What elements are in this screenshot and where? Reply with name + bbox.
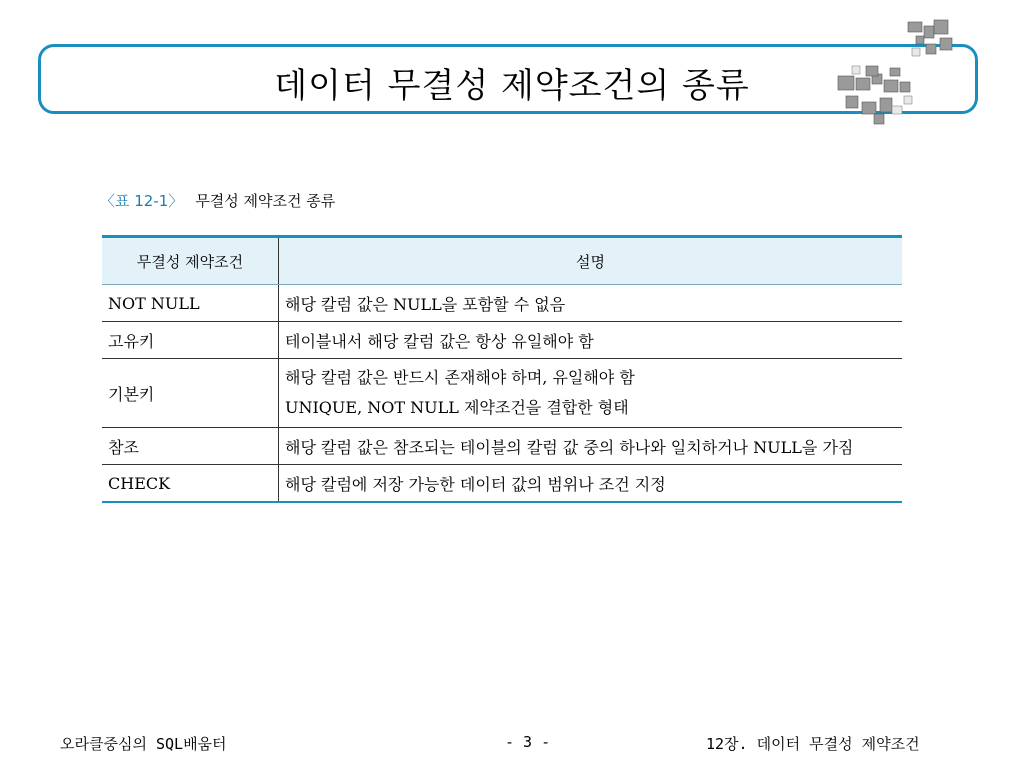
table-caption-number: 〈표 12-1〉 [100,192,184,210]
footer-book-title: 오라클중심의 SQL배움터 [60,735,227,753]
constraint-description [279,359,903,428]
table-row [102,465,902,503]
description-line: 해당 칼럼 값은 반드시 존재해야 하며, 유일해야 함 [285,368,635,387]
constraint-name: 고유키 [102,322,279,359]
table-caption [100,190,335,211]
constraint-description: 해당 칼럼에 저장 가능한 데이터 값의 범위나 조건 지정 [279,465,903,503]
description-line: UNIQUE, NOT NULL 제약조건을 결합한 형태 [285,398,629,417]
constraint-name: 기본키 [102,359,279,428]
slide-title: 데이터 무결성 제약조건의 종류 [274,66,750,106]
footer-chapter-title: 12장. 데이터 무결성 제약조건 [706,735,920,753]
constraints-table [102,235,902,503]
constraint-description: 해당 칼럼 값은 참조되는 테이블의 칼럼 값 중의 하나와 일치하거나 NULL을 가짐 [279,428,903,465]
constraint-description: 해당 칼럼 값은 NULL을 포함할 수 없음 [279,285,903,322]
header-description: 설명 [279,237,903,285]
footer-page-number: - 3 - [505,733,551,751]
header-constraint: 무결성 제약조건 [102,237,279,285]
table-row [102,322,902,359]
table-caption-text: 무결성 제약조건 종류 [195,192,336,210]
table-row [102,359,902,428]
constraint-description: 테이블내서 해당 칼럼 값은 항상 유일해야 함 [279,322,903,359]
table-header-row [102,237,902,285]
table-row [102,285,902,322]
decorative-puzzle-image [830,18,970,128]
table-row [102,428,902,465]
constraint-name: CHECK [102,465,279,503]
constraint-name: NOT NULL [102,285,279,322]
constraint-name: 참조 [102,428,279,465]
